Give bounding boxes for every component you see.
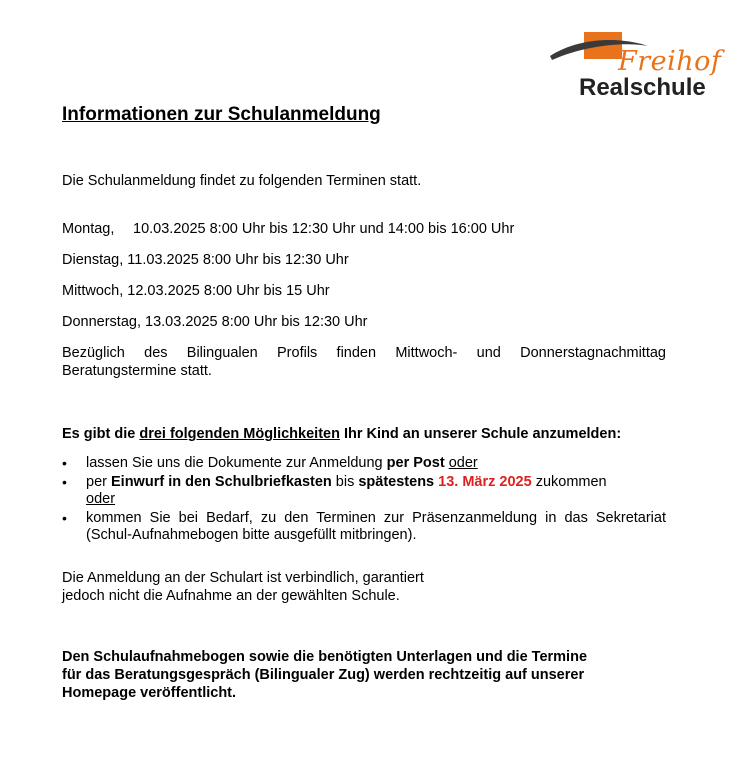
- option-bold: spätestens: [358, 474, 435, 490]
- binding-note: Die Anmeldung an der Schulart ist verbindlich, garantiert jedoch nicht die Aufnahme an der gewählten Schule.: [62, 570, 424, 604]
- option-text: per: [86, 474, 111, 490]
- day-label: Dienstag,: [62, 252, 124, 268]
- logo-script-text: Freihof: [618, 46, 722, 77]
- bilingual-note: Bezüglich des Bilingualen Profils finden Mittwoch- und Donnerstagnachmittag Beratungstermine statt.: [62, 345, 666, 379]
- options-heading-underlined: drei folgenden Möglichkeiten: [139, 426, 340, 442]
- date-line-tuesday: [62, 251, 666, 269]
- closing-note: Den Schulaufnahmebogen sowie die benötigten Unterlagen und die Termine für das Beratungsgespräch (Bilingualer Zug) werden rechtzeitig auf unserer Homepage veröffentlicht.: [62, 649, 588, 701]
- option-or: oder: [86, 491, 116, 507]
- options-list: [62, 455, 666, 546]
- option-bold: Einwurf in den Schulbriefkasten: [111, 474, 332, 490]
- list-item: [62, 455, 666, 472]
- options-heading-pre: Es gibt die: [62, 426, 140, 442]
- option-bold: per Post: [386, 455, 445, 471]
- option-or: oder: [448, 455, 478, 471]
- date-text: 13.03.2025 8:00 Uhr bis 12:30 Uhr: [141, 314, 368, 330]
- intro-text: Die Schulanmeldung findet zu folgenden Terminen statt.: [62, 173, 422, 189]
- logo-school-text: Realschule: [579, 74, 706, 101]
- day-label: Montag,: [62, 221, 115, 237]
- page-title: Informationen zur Schulanmeldung: [62, 104, 381, 125]
- school-logo: [548, 28, 723, 104]
- options-heading-post: Ihr Kind an unserer Schule anzumelden:: [339, 426, 622, 442]
- option-text: kommen Sie bei Bedarf, zu den Terminen zur Präsenzanmeldung in das Sekretariat (Schul-Aufnahmebogen bitte ausgefüllt mitbringen).: [86, 510, 666, 543]
- options-heading: [62, 425, 666, 443]
- date-text: 12.03.2025 8:00 Uhr bis 15 Uhr: [123, 283, 330, 299]
- deadline-date: 13. März 2025: [438, 474, 532, 490]
- date-line-thursday: [62, 313, 666, 331]
- date-line-wednesday: [62, 282, 666, 300]
- date-line-monday: [62, 220, 666, 238]
- option-text: lassen Sie uns die Dokumente zur Anmeldung: [86, 455, 387, 471]
- day-label: Mittwoch,: [62, 283, 124, 299]
- date-text: 10.03.2025 8:00 Uhr bis 12:30 Uhr und 14:00 bis 16:00 Uhr: [133, 221, 515, 237]
- list-item: • per Einwurf in den Schulbriefkasten bis spätestens 13. März 2025 zukommen oder: [62, 474, 666, 508]
- date-text: 11.03.2025 8:00 Uhr bis 12:30 Uhr: [123, 252, 349, 268]
- list-item: [62, 510, 666, 544]
- day-label: Donnerstag,: [62, 314, 141, 330]
